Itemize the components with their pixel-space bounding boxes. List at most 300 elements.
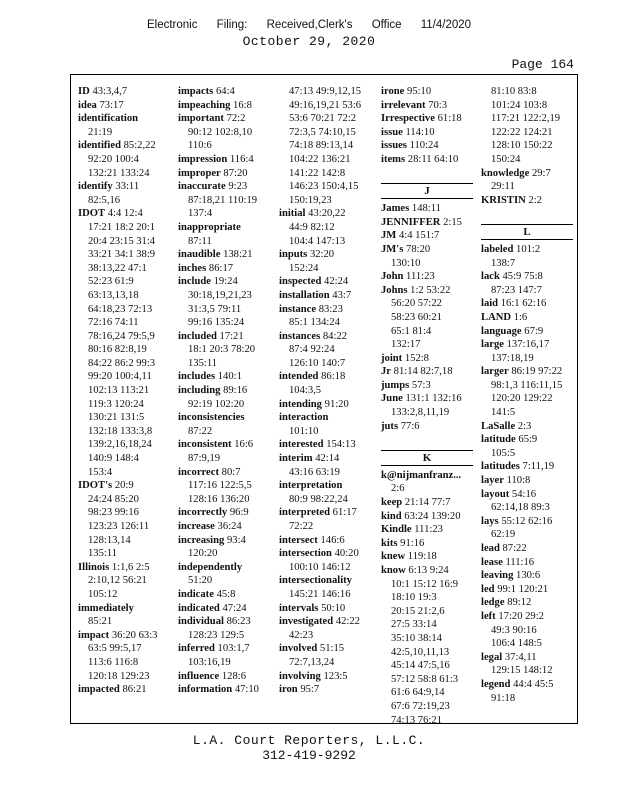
- index-refs: 77:6: [400, 420, 420, 432]
- index-refs: 33:11: [115, 181, 140, 193]
- index-word: installation: [279, 289, 330, 301]
- index-ref-line: [381, 714, 473, 728]
- index-word: inappropriate: [178, 221, 241, 233]
- index-ref-line: [481, 139, 573, 153]
- index-ref-line: [178, 547, 270, 561]
- index-refs: 82:5,16: [88, 194, 121, 206]
- index-refs: 63:24 139:20: [404, 510, 461, 522]
- index-refs: 17:21: [219, 330, 244, 342]
- page-number: Page 164: [511, 57, 574, 72]
- index-entry: [481, 420, 573, 434]
- index-word: inaudible: [178, 249, 221, 261]
- index-word: latitude: [481, 434, 516, 446]
- index-word: intending: [279, 398, 322, 410]
- index-refs: 150:19,23: [289, 194, 332, 206]
- index-ref-line: [381, 311, 473, 325]
- index-refs: 86:19 97:22: [511, 366, 563, 378]
- index-refs: 51:15: [319, 643, 345, 655]
- index-entry: [381, 392, 473, 406]
- index-refs: 62:14,18 89:3: [491, 502, 550, 514]
- index-word: inferred: [178, 643, 215, 655]
- index-ref-line: [178, 656, 270, 670]
- index-refs: 87:20: [223, 167, 248, 179]
- index-refs: 91:18: [491, 692, 516, 704]
- index-entry: [481, 474, 573, 488]
- index-word: irrelevant: [381, 99, 426, 111]
- index-entry: [78, 207, 170, 221]
- index-refs: 2:3: [517, 420, 532, 432]
- index-ref-line: [78, 384, 170, 398]
- index-refs: 32:20: [309, 249, 335, 261]
- index-ref-line: [279, 493, 373, 507]
- index-word: including: [178, 385, 221, 397]
- index-word: interested: [279, 439, 324, 451]
- index-ref-line: [78, 642, 170, 656]
- index-refs: 126:10 140:7: [289, 357, 346, 369]
- index-word: JM: [381, 230, 397, 242]
- index-refs: 87:18,21 110:19: [188, 194, 258, 206]
- index-entry: [381, 469, 473, 483]
- index-word: KRISTIN: [481, 194, 526, 206]
- index-refs: 130:6: [516, 570, 541, 582]
- index-word: items: [381, 153, 406, 165]
- index-entry: [78, 99, 170, 113]
- index-ref-line: [78, 670, 170, 684]
- index-ref-line: [279, 425, 373, 439]
- index-refs: 128:13,14: [88, 534, 131, 546]
- index-word: interim: [279, 453, 313, 465]
- index-entry: [381, 229, 473, 243]
- index-word: JENNIFFER: [381, 216, 441, 228]
- index-entry: [481, 325, 573, 339]
- index-refs: 18:10 19:3: [391, 592, 437, 604]
- index-refs: 89:16: [223, 385, 248, 397]
- index-ref-line: [481, 99, 573, 113]
- index-refs: 7:11,19: [522, 461, 555, 473]
- index-refs: 19:24: [213, 276, 238, 288]
- index-refs: 120:20 129:22: [491, 393, 553, 405]
- index-refs: 105:12: [88, 588, 118, 600]
- index-refs: 17:21 18:2 20:1: [88, 221, 156, 233]
- index-refs: 135:11: [188, 357, 218, 369]
- index-ref-line: [279, 235, 373, 249]
- index-entry: [178, 262, 270, 276]
- index-refs: 84:22: [322, 330, 347, 342]
- index-word: inconsistencies: [178, 412, 245, 424]
- index-word: juts: [381, 420, 399, 432]
- index-refs: 29:7: [531, 167, 551, 179]
- index-refs: 152:8: [404, 352, 429, 364]
- index-ref-line: [381, 646, 473, 660]
- index-letter-heading: L: [481, 224, 573, 240]
- index-word: impacted: [78, 684, 120, 696]
- index-entry: [381, 270, 473, 284]
- index-refs: 119:18: [407, 551, 437, 563]
- index-entry: [178, 167, 270, 181]
- index-letter-heading: K: [381, 450, 473, 466]
- index-ref-line: [78, 316, 170, 330]
- index-word: individual: [178, 616, 224, 628]
- index-refs: 4:4 151:7: [398, 230, 440, 242]
- index-refs: 85:21: [88, 616, 113, 628]
- index-refs: 81:10 83:8: [491, 86, 537, 97]
- index-entry: [481, 569, 573, 583]
- index-refs: 123:5: [323, 670, 348, 682]
- index-entry: [279, 438, 373, 452]
- index-word: intersectionality: [279, 575, 352, 587]
- index-entry: [178, 615, 270, 629]
- index-ref-line: [78, 248, 170, 262]
- index-refs: 86:23: [226, 616, 251, 628]
- index-refs: 132:21 133:24: [88, 167, 150, 179]
- index-refs: 64:18,23 72:13: [88, 303, 153, 315]
- index-word: interpretation: [279, 480, 343, 492]
- index-word: includes: [178, 371, 216, 383]
- deposition-date: October 29, 2020: [242, 34, 376, 49]
- index-ref-line: [178, 303, 270, 317]
- index-refs: 86:18: [321, 371, 346, 383]
- index-ref-line: [279, 520, 373, 534]
- index-refs: 133:2,8,11,19: [391, 407, 450, 419]
- index-entry: [381, 284, 473, 298]
- index-refs: 63:5 99:5,17: [88, 643, 142, 655]
- index-refs: 31:3,5 79:11: [188, 303, 242, 315]
- index-ref-line: [481, 392, 573, 406]
- index-ref-line: [78, 574, 170, 588]
- index-refs: 99:1 120:21: [497, 583, 549, 595]
- index-word: ledge: [481, 597, 505, 609]
- index-entry: [178, 506, 270, 520]
- index-word: leaving: [481, 570, 514, 582]
- index-refs: 140:9 148:4: [88, 453, 139, 465]
- index-refs: 87:22: [502, 543, 527, 554]
- index-entry: [178, 275, 270, 289]
- index-refs: 145:21 146:16: [289, 588, 351, 600]
- index-ref-line: [78, 506, 170, 520]
- index-word: led: [481, 583, 495, 595]
- index-refs: 28:11 64:10: [407, 153, 459, 165]
- index-ref-line: [279, 126, 373, 140]
- index-word: identified: [78, 140, 121, 152]
- index-refs: 53:6 70:21 72:2: [289, 113, 357, 125]
- index-ref-line: [279, 139, 373, 153]
- index-ref-line: [381, 605, 473, 619]
- index-ref-line: [78, 452, 170, 466]
- index-refs: 117:16 122:5,5: [188, 480, 252, 492]
- index-refs: 146:6: [320, 534, 345, 546]
- index-ref-line: [78, 289, 170, 303]
- efiling-stamp: [0, 19, 618, 31]
- index-entry: [178, 561, 270, 575]
- index-ref-line: [178, 235, 270, 249]
- index-ref-line: [279, 343, 373, 357]
- index-refs: 122:22 124:21: [491, 126, 553, 138]
- index-word: instance: [279, 303, 317, 315]
- index-refs: 130:21 131:5: [88, 412, 145, 424]
- index-word: inconsistent: [178, 439, 232, 451]
- index-refs: 35:10 38:14: [391, 632, 442, 644]
- index-refs: 128:23 129:5: [188, 629, 245, 641]
- index-word: information: [178, 684, 233, 696]
- index-word: June: [381, 393, 403, 405]
- index-refs: 123:23 126:11: [88, 521, 150, 532]
- index-refs: 78:16,24 79:5,9: [88, 330, 155, 342]
- index-refs: 56:20 57:22: [391, 298, 442, 310]
- index-refs: 141:5: [491, 407, 516, 419]
- index-refs: 85:2,22: [123, 140, 156, 152]
- index-word: important: [178, 113, 224, 125]
- index-word: knowledge: [481, 167, 530, 179]
- index-refs: 132:17: [391, 339, 421, 351]
- index-word: John: [381, 271, 404, 283]
- index-refs: 85:1 134:24: [289, 317, 340, 329]
- index-refs: 152:24: [289, 262, 319, 274]
- index-refs: 86:21: [122, 684, 147, 696]
- index-word: indicate: [178, 588, 214, 600]
- index-entry: [481, 651, 573, 665]
- index-refs: 27:5 33:14: [391, 619, 437, 631]
- index-refs: 154:13: [326, 439, 356, 451]
- index-word: iron: [279, 684, 298, 696]
- index-refs: 57:3: [411, 379, 431, 391]
- index-entry: [279, 398, 373, 412]
- index-entry: [178, 602, 270, 616]
- index-word: investigated: [279, 616, 334, 628]
- index-refs: 65:9: [518, 434, 538, 446]
- index-entry: [178, 330, 270, 344]
- index-word: issues: [381, 140, 407, 152]
- index-word: idea: [78, 99, 97, 111]
- index-entry: [381, 112, 473, 126]
- index-refs: 120:18 129:23: [88, 670, 150, 682]
- index-refs: 117:21 122:2,19: [491, 113, 561, 125]
- index-word: improper: [178, 167, 221, 179]
- index-refs: 21:19: [88, 126, 113, 138]
- index-entry: [279, 370, 373, 384]
- index-ref-line: [178, 316, 270, 330]
- index-ref-line: [481, 284, 573, 298]
- index-refs: 72:3,5 74:10,15: [289, 126, 356, 138]
- index-ref-line: [78, 303, 170, 317]
- index-word: instances: [279, 330, 321, 342]
- index-ref-line: [279, 629, 373, 643]
- index-refs: 103:1,7: [217, 643, 250, 655]
- index-entry: [279, 602, 373, 616]
- index-ref-line: [381, 257, 473, 271]
- index-entry: [481, 194, 573, 208]
- index-entry: [279, 248, 373, 262]
- index-refs: 47:24: [222, 602, 247, 614]
- index-refs: 16:1 62:16: [500, 298, 547, 310]
- index-refs: 89:12: [507, 597, 532, 609]
- index-refs: 129:15 148:12: [491, 665, 553, 677]
- index-refs: 131:1 132:16: [405, 393, 462, 405]
- index-ref-line: [481, 692, 573, 706]
- index-word: impression: [178, 153, 228, 165]
- index-refs: 9:23: [228, 181, 248, 193]
- stamp-received: Received,Clerk's: [266, 19, 353, 31]
- index-entry: [279, 615, 373, 629]
- index-word: k@nijmanfranz...: [381, 469, 462, 481]
- index-refs: 42:5,10,11,13: [391, 646, 450, 658]
- index-ref-line: [481, 664, 573, 678]
- index-entry: [381, 420, 473, 434]
- index-entry: [78, 112, 170, 126]
- index-column-4: [381, 85, 473, 726]
- index-refs: 47:13 49:9,12,15: [289, 86, 362, 97]
- index-refs: 2:10,12 56:21: [88, 575, 147, 587]
- index-word: independently: [178, 561, 243, 573]
- index-entry: [178, 153, 270, 167]
- index-refs: 36:24: [217, 521, 242, 532]
- index-word: indicated: [178, 602, 220, 614]
- index-entry: [178, 642, 270, 656]
- index-refs: 139:2,16,18,24: [88, 439, 152, 451]
- index-refs: 45:14 47:5,16: [391, 660, 450, 672]
- index-refs: 2:2: [528, 194, 542, 206]
- index-refs: 61:18: [437, 113, 462, 125]
- index-word: influence: [178, 670, 220, 682]
- index-column-5: [481, 85, 573, 705]
- index-refs: 51:20: [188, 575, 213, 587]
- index-refs: 95:10: [407, 86, 432, 97]
- index-entry: [279, 506, 373, 520]
- index-refs: 130:10: [391, 257, 421, 269]
- index-refs: 146:23 150:4,15: [289, 181, 359, 193]
- index-ref-line: [481, 257, 573, 271]
- index-entry: [178, 438, 270, 452]
- index-ref-line: [78, 370, 170, 384]
- index-ref-line: [279, 466, 373, 480]
- index-refs: 101:10: [289, 425, 319, 437]
- index-refs: 16:6: [234, 439, 254, 451]
- index-word: inches: [178, 262, 207, 274]
- index-ref-line: [381, 632, 473, 646]
- index-refs: 52:23 61:9: [88, 276, 134, 288]
- index-word: knew: [381, 551, 406, 563]
- index-refs: 102:13 113:21: [88, 385, 150, 397]
- index-entry: [178, 520, 270, 534]
- index-word: immediately: [78, 602, 134, 614]
- index-refs: 101:2: [516, 243, 541, 255]
- index-entry: [279, 479, 373, 493]
- index-refs: 42:22: [335, 616, 360, 628]
- index-refs: 70:3: [428, 99, 448, 111]
- index-word: legend: [481, 678, 511, 690]
- index-ref-line: [381, 325, 473, 339]
- index-entry: [481, 243, 573, 257]
- index-refs: 111:23: [406, 271, 435, 283]
- index-refs: 87:11: [188, 235, 212, 247]
- index-word: Irrespective: [381, 113, 435, 125]
- index-refs: 111:16: [505, 556, 535, 568]
- index-entry: [381, 510, 473, 524]
- index-word: inspected: [279, 276, 322, 288]
- index-ref-line: [381, 591, 473, 605]
- index-word: impacts: [178, 86, 214, 97]
- index-entry: [279, 452, 373, 466]
- index-refs: 80:7: [221, 466, 241, 478]
- index-ref-line: [381, 578, 473, 592]
- index-refs: 37:4,11: [504, 651, 537, 663]
- index-ref-line: [381, 167, 473, 181]
- index-refs: 111:23: [414, 524, 443, 536]
- index-refs: 87:22: [188, 425, 213, 437]
- index-word: large: [481, 339, 504, 351]
- index-ref-line: [279, 357, 373, 371]
- index-refs: 110:8: [506, 475, 531, 487]
- index-refs: 72:7,13,24: [289, 656, 335, 668]
- index-entry: [481, 542, 573, 556]
- index-entry: [178, 248, 270, 262]
- index-ref-line: [178, 139, 270, 153]
- index-entry: [178, 588, 270, 602]
- index-ref-line: [381, 406, 473, 420]
- index-word: keep: [381, 497, 403, 509]
- index-entry: [279, 547, 373, 561]
- index-refs: 128:16 136:20: [188, 493, 250, 505]
- index-entry: [481, 433, 573, 447]
- index-entry: [481, 460, 573, 474]
- index-ref-line: [178, 289, 270, 303]
- index-entry: [178, 221, 270, 235]
- index-refs: 40:20: [334, 548, 359, 560]
- index-refs: 38:13,22 47:1: [88, 262, 147, 274]
- index-word: laid: [481, 298, 499, 310]
- index-refs: 61:17: [332, 507, 357, 519]
- index-entry: [481, 338, 573, 352]
- index-refs: 113:6 116:8: [88, 656, 139, 668]
- index-word: legal: [481, 651, 503, 663]
- index-ref-line: [481, 447, 573, 461]
- index-ref-line: [481, 637, 573, 651]
- index-entry: [381, 379, 473, 393]
- index-entry: [178, 370, 270, 384]
- index-refs: 78:20: [406, 243, 431, 255]
- index-word: LAND: [481, 311, 512, 323]
- index-ref-line: [78, 534, 170, 548]
- index-refs: 119:3 120:24: [88, 398, 144, 410]
- index-refs: 96:9: [229, 507, 249, 519]
- index-refs: 137:18,19: [491, 352, 534, 364]
- index-refs: 42:24: [324, 276, 349, 288]
- index-ref-line: [178, 207, 270, 221]
- index-refs: 132:18 133:3,8: [88, 425, 153, 437]
- index-refs: 148:11: [411, 203, 441, 215]
- index-refs: 98:23 99:16: [88, 507, 139, 519]
- index-word: incorrect: [178, 466, 219, 478]
- index-refs: 2:15: [443, 216, 462, 228]
- index-refs: 141:22 142:8: [289, 167, 346, 179]
- index-refs: 43:3,4,7: [92, 86, 128, 97]
- index-refs: 104:22 136:21: [289, 153, 351, 165]
- reporter-phone: 312-419-9292: [262, 748, 356, 763]
- index-refs: 67:6 72:19,23: [391, 700, 450, 712]
- index-entry: [481, 311, 573, 325]
- stamp-filing: Filing:: [216, 19, 248, 31]
- index-refs: 21:14 77:7: [404, 497, 451, 509]
- index-ref-line: [78, 153, 170, 167]
- index-refs: 74:18 89:13,14: [289, 140, 354, 152]
- index-refs: 58:23 60:21: [391, 311, 442, 323]
- index-entry: [381, 537, 473, 551]
- index-ref-line: [178, 398, 270, 412]
- index-entry: [481, 365, 573, 379]
- index-entry: [381, 352, 473, 366]
- index-entry: [481, 488, 573, 502]
- index-word: James: [381, 203, 410, 215]
- index-word: layout: [481, 488, 510, 500]
